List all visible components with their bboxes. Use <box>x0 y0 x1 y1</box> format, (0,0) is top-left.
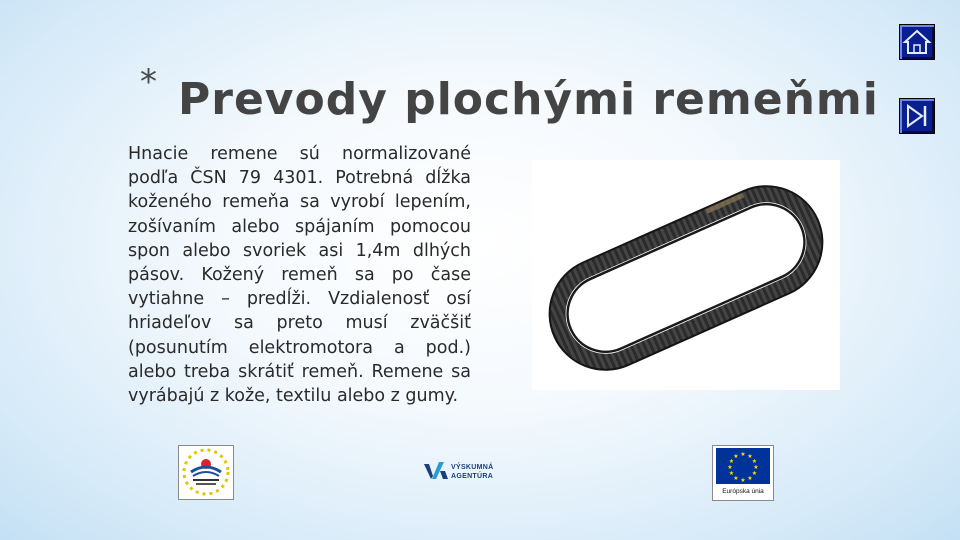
belt-picture <box>532 160 840 390</box>
svg-text:★: ★ <box>727 464 733 471</box>
next-slide-button[interactable] <box>899 98 935 134</box>
svg-text:★: ★ <box>751 470 758 477</box>
project-logo <box>178 445 234 500</box>
svg-text:★: ★ <box>753 464 759 471</box>
svg-text:★: ★ <box>733 453 739 460</box>
eu-logo <box>712 445 774 501</box>
va-logo-icon <box>424 462 449 480</box>
belt-image <box>532 160 840 390</box>
svg-text:★: ★ <box>740 477 746 484</box>
svg-text:★: ★ <box>747 475 753 482</box>
home-icon <box>902 27 932 57</box>
svg-text:★: ★ <box>751 458 758 465</box>
svg-text:★: ★ <box>728 458 735 465</box>
va-text-line1: VÝSKUMNÁ <box>451 464 494 471</box>
eu-flag-icon <box>713 448 773 486</box>
eu-caption: Európska únia <box>722 488 764 495</box>
slide-title: Prevody plochými remeňmi <box>178 74 879 125</box>
home-button[interactable] <box>899 24 935 60</box>
va-text-line2: AGENTÚRA <box>451 473 494 480</box>
title-bullet: * <box>140 62 157 102</box>
next-slide-icon <box>902 101 932 131</box>
svg-text:★: ★ <box>740 451 746 458</box>
project-logo-image <box>179 446 233 499</box>
svg-text:★: ★ <box>733 475 739 482</box>
body-text: Hnacie remene sú normalizované podľa ČSN 79 4301. Potrebná dĺžka koženého remeňa sa vyrobí lepením, zošívaním alebo spájaním pomocou spon alebo svoriek asi 1,4m dlhých pásov. Kožený remeň sa po čase vytiahne – predĺži. Vzdialenosť osí hriadeľov sa preto musí zväčšiť (posunutím elektromotora a pod.) alebo treba skrátiť remeň. Remene sa vyrábajú z kože, textilu alebo z gumy. <box>128 144 471 407</box>
svg-text:★: ★ <box>747 453 753 460</box>
svg-text:★: ★ <box>728 470 735 477</box>
